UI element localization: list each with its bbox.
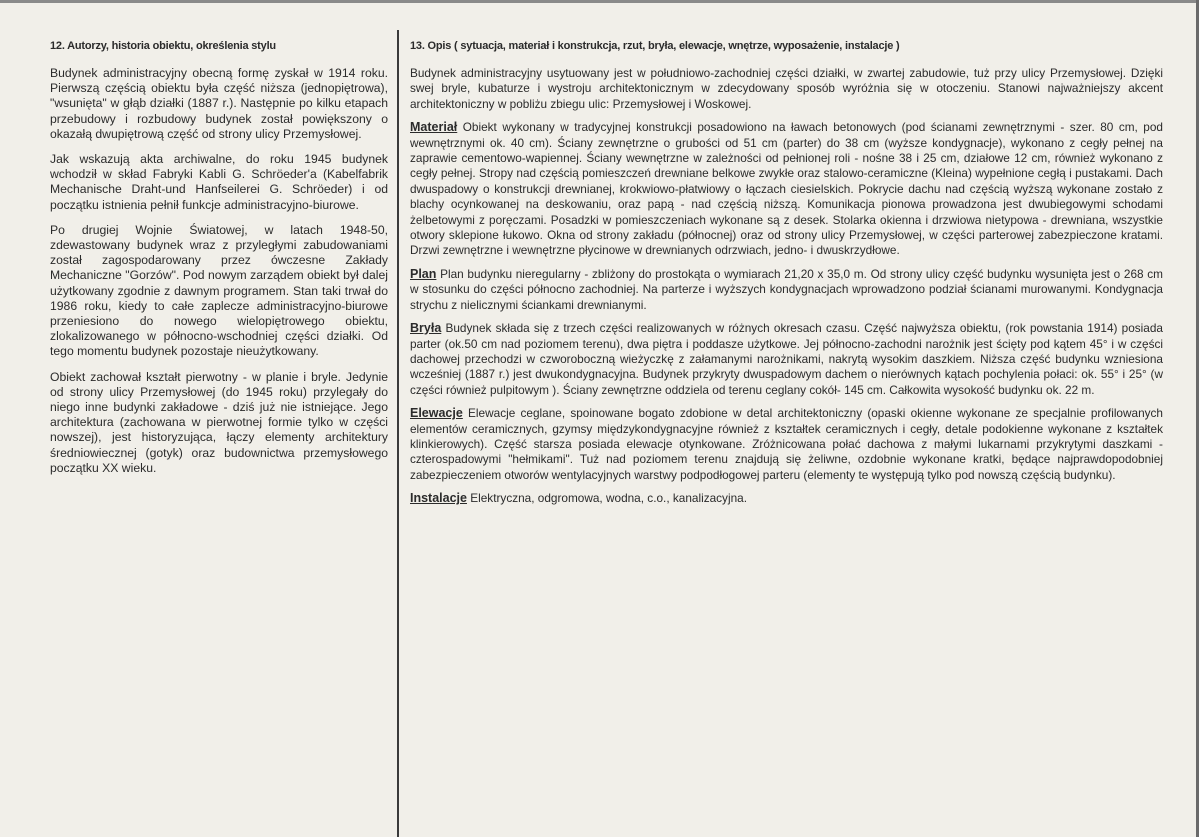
section-13-heading: 13. Opis ( sytuacja, materiał i konstrukcja, rzut, bryła, elewacje, wnętrze, wyposażenie, instalacje ) [410,40,900,52]
plan-text: Plan budynku nieregularny - zbliżony do prostokąta o wymiarach 21,20 x 35,0 m. Od strony ulicy część budynku wysunięta jest o 268 cm w stosunku do części północno zachodniej. Na parterze i wyższych kondygnacjach wprowadzono podział ścianami murowanymi. Kondygnacja strychu z nielicznymi ściankami drewnianymi. [410,266,1163,312]
left-column [50,40,388,486]
installations-text: Elektryczna, odgromowa, wodna, c.o., kanalizacyjna. [466,491,747,506]
facades-text: Elewacje ceglane, spoinowane bogato zdobione w detal architektoniczny (opaski okienne wykonane ze specjalnie profilowanych elementów ceramicznych, gzymsy międzykondygnacyjne również z kształtek ceramicznych i cegły, detale podokienne wykonane z kształtek klinkierowych). Część starsza posiada elewacje otynkowane. Zróżnicowana połać dachowa z małymi lukarnami przykrytymi daszkami - czterospadowymi "hełmikami". Tuż nad poziomem terenu znajdują się żeliwne, ozdobnie wykonane kratki, będące najprawdopodobniej zabezpieczeniem otworów wentylacyjnych warstwy podpodłogowej parteru (elementy te występują tylko pod nowszą częścią budynku). [410,406,1163,482]
installations-lead: Instalacje [410,491,467,506]
right-column [410,40,1163,515]
history-paragraph-3: Po drugiej Wojnie Światowej, w latach 1948-50, zdewastowany budynek wraz z przyległymi zabudowaniami został zagospodarowany przez ówczesne Zakłady Mechaniczne "Gorzów". Pod nowym zarządem obiekt był dalej użytkowany zgodnie z dawnym programem. Stan taki trwał do 1986 roku, kiedy to całe zaplecze administracyjno-biurowe przeniesiono do nowego wielopiętrowego obiektu, zlokalizowanego w północno-wschodniej części działki. Od tego momentu budynek pozostaje nieużytkowany. [50,222,388,359]
installations-section [410,491,1163,506]
plan-section [410,267,1163,313]
material-text: Obiekt wykonany w tradycyjnej konstrukcji posadowiono na ławach betonowych (pod ścianami zewnętrznymi - szer. 80 cm, pod wewnętrznymi ok. 40 cm). Ściany zewnętrzne o grubości od 51 cm (parter) do 38 cm (wyższe kondygnacje), wykonano z cegły pełnej na zaprawie cementowo-wapiennej. Ściany wewnętrzne w zależności od pełnionej roli - nośne 38 i 25 cm, działowe 12 cm, również wykonano z cegły pełnej. Stropy nad częścią pomieszczeń drewniane belkowe zwykłe oraz stalowo-ceramiczne (Kleina) wypełnione cegłą i pustakami. Dach dwuspadowy o konstrukcji drewnianej, krokwiowo-płatwiowy o łączach ciesielskich. Pokrycie dachu nad częścią wyższą wykonane zostało z blachy ocynkowanej na deskowaniu, oraz papą - nad częścią niższą. Komunikacja pionowa prowadzona jest dwubiegowymi schodami żelbetowymi z poręczami. Posadzki w pomieszczeniach wykonane są z desek. Stolarka okienna i drzwiowa nietypowa - drewniana, wszystkie otwory sklepione łukowo. Okna od strony zakładu (północnej) oraz od strony ulicy Przemysłowej, w części parterowej zabezpieczone kratami. Drzwi zewnętrzne i wewnętrzne płycinowe w drewnianych odrzwiach, jedno- i dwuskrzydłowe. [410,120,1163,258]
facades-section [410,406,1163,483]
plan-lead: Plan [410,266,437,281]
history-paragraph-4: Obiekt zachował kształt pierwotny - w planie i bryle. Jedynie od strony ulicy Przemysłowej (do 1945 roku) przylegały do niego inne budynki zakładowe - dziś już nie istniejące. Jego architektura (zachowana w pierwotnej formie tylko w części nowszej), jest historyzująca, łączy elementy architektury średniowiecznej (gotyk) oraz budownictwa przemysłowego początku XX wieku. [50,369,388,475]
history-paragraph-1: Budynek administracyjny obecną formę zyskał w 1914 roku. Pierwszą częścią obiektu była część niższa (jednopiętrowa), "wsunięta" w głąb działki (1887 r.). Następnie po kilku etapach przebudowy i rozbudowy budynek został powiększony o okazałą dwupiętrową część od strony ulicy Przemysłowej. [50,66,388,141]
facades-lead: Elewacje [410,406,463,421]
scan-edge-top [0,0,1199,3]
section-12-heading: 12. Autorzy, historia obiektu, określenia stylu [50,40,276,52]
material-lead: Materiał [410,120,458,135]
description-intro: Budynek administracyjny usytuowany jest w południowo-zachodniej części działki, w zwartej zabudowie, tuż przy ulicy Przemysłowej. Dzięki swej bryle, kubaturze i wystroju architektonicznym w zdecydowany sposób wyróżnia się w otoczeniu. Stanowi najważniejszy akcent architektoniczny w pobliżu zbiegu ulic: Przemysłowej i Woskowej. [410,66,1163,111]
massing-lead: Bryła [410,321,442,336]
massing-text: Budynek składa się z trzech części realizowanych w różnych okresach czasu. Część najwyższa obiektu, (rok powstania 1914) posiada parter (ok.50 cm nad poziomem terenu), dwa piętra i poddasze użytkowe. Jej północno-zachodni narożnik jest ścięty pod kątem 45° i w części dachowej przechodzi w czworoboczną wieżyczkę z załamanymi narożnikami, nakrytą wysokim daszkiem. Niższa część budynku wzniesiona wcześniej (1887 r.) jest dwukondygnacyjna. Budynek przykryty dwuspadowym dachem o nierównych kątach pochylenia połaci: ok. 55° i 25° (w części również pulpitowym ). Ściany zewnętrzne oddziela od terenu ceglany cokół- 145 cm. Całkowita wysokość budynku ok. 22 m. [410,321,1163,397]
column-divider [397,30,399,837]
material-section [410,120,1163,259]
history-paragraph-2: Jak wskazują akta archiwalne, do roku 1945 budynek wchodził w skład Fabryki Kabli G. Schröeder'a (Kabelfabrik Mechanische Draht-und Hanfseilerei G. Schröeder) i od początku istnienia pełnił funkcje administracyjno-biurowe. [50,152,388,212]
massing-section [410,321,1163,398]
